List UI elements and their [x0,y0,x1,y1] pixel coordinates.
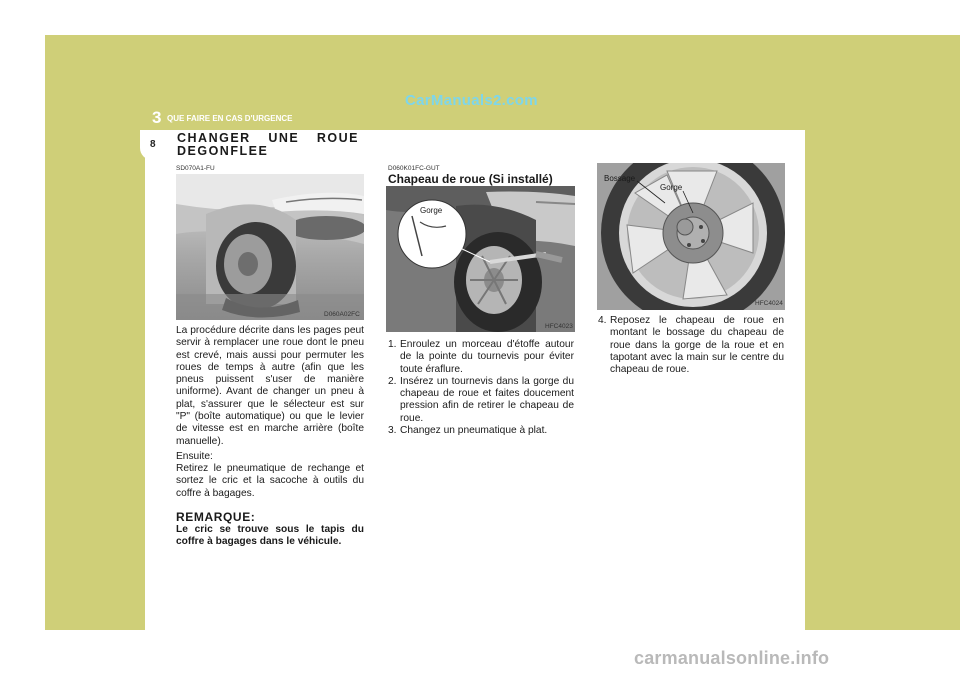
chapter-title: QUE FAIRE EN CAS D'URGENCE [167,114,293,123]
section-code: SD070A1-FU [176,165,215,172]
figure-code-middle: HFC4023 [545,323,573,330]
site-logo[interactable]: CarManuals2.com [405,92,538,109]
steps-list-right [598,315,784,376]
step-text: Changez un pneumatique à plat. [400,425,548,437]
hubcap-removal-photo [386,186,575,332]
step-number: 3. [388,425,397,437]
middle-code: D060K01FC-GUT [388,165,440,172]
step-item [388,376,574,425]
remark-heading: REMARQUE: [176,510,256,524]
step-text: Insérez un tournevis dans la gorge du chapeau de roue et faites doucement pression afin de retirer le chapeau de roue. [400,375,574,424]
step-text: Reposez le chapeau de roue en montant le bossage du chapeau de roue dans la gorge de la roue et en tapotant avec la main sur le centre du chapeau de roue. [610,315,784,376]
step-number: 4. [598,315,607,326]
gorge-label-right: Gorge [660,183,683,192]
step-number: 1. [388,339,397,350]
flat-tire-illustration [176,174,364,320]
step-text: Enroulez un morceau d'étoffe autour de la pointe du tournevis pour éviter toute éraflure. [400,339,574,375]
section-title [177,132,359,158]
step-item [388,339,574,376]
hubcap-install-photo [597,163,785,310]
step-number: 2. [388,375,397,387]
figure-code-left: D060A02FC [324,311,360,318]
flat-tire-photo [176,174,364,320]
intro-paragraph: La procédure décrite dans les pages peut servir à remplacer une roue dont le pneu est crevé, mais aussi pour permuter les roues de temps à autre (afin que les pneus puissent s'user de manière uniforme). Avant de changer un pneu à plat, s'assurer que le sélecteur est sur "P" (boîte automatique) ou que le levier de vitesse est en marche arrière (boîte manuelle). [176,325,364,447]
gorge-label-middle: Gorge [420,206,443,215]
footer-watermark[interactable]: carmanualsonline.info [634,648,830,668]
ensuite-label: Ensuite: [176,451,213,462]
page-number: 8 [150,139,156,150]
hubcap-removal-illustration [386,186,575,332]
step-item [598,315,784,376]
section-title-line1: CHANGER UNE ROUE [177,131,359,145]
remark-body: Le cric se trouve sous le tapis du coffre à bagages dans le véhicule. [176,524,364,548]
section-title-line2: DEGONFLEE [177,144,269,158]
hubcap-heading: Chapeau de roue (Si installé) [388,172,553,186]
hubcap-install-illustration [597,163,785,310]
retirez-paragraph: Retirez le pneumatique de rechange et sortez le cric et la sacoche à outils du coffre à bagages. [176,463,364,499]
step-item [388,425,574,437]
figure-code-right: HFC4024 [755,300,783,307]
chapter-number: 3 [152,108,162,127]
bossage-label: Bossage [604,174,636,183]
steps-list-middle [388,339,574,437]
